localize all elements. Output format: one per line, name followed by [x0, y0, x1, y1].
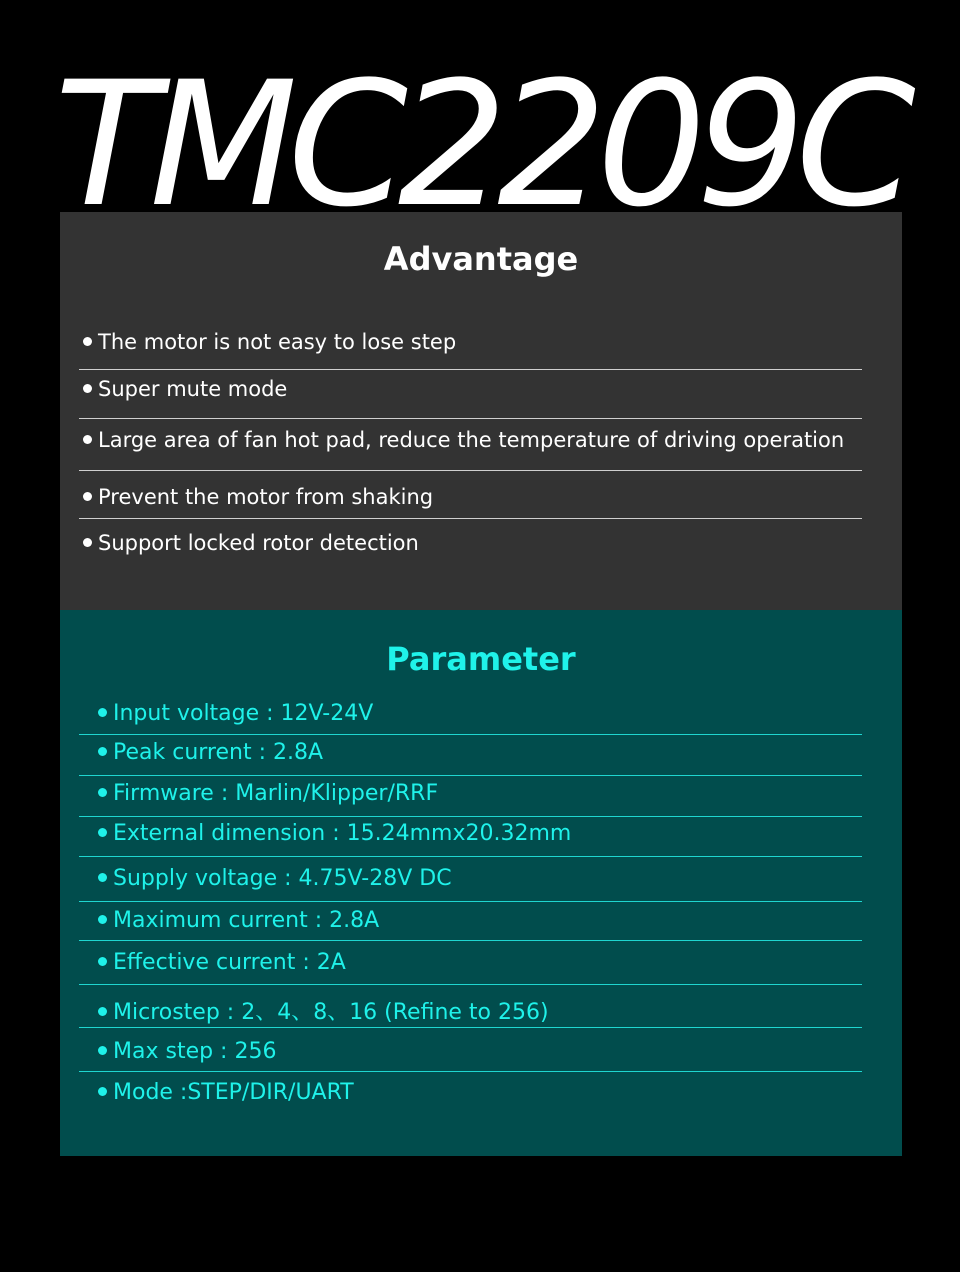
- divider: [79, 816, 862, 817]
- bullet-icon: [98, 1046, 107, 1055]
- advantage-panel: [60, 212, 902, 610]
- bullet-icon: [98, 708, 107, 717]
- parameter-item: [80, 701, 878, 726]
- divider: [79, 775, 862, 776]
- divider: [79, 369, 862, 370]
- parameter-item: [80, 821, 878, 846]
- product-title: TMC2209C: [54, 44, 906, 245]
- parameter-item: [80, 781, 878, 806]
- parameter-item-text: Mode :STEP/DIR/UART: [113, 1080, 354, 1105]
- bullet-icon: [98, 828, 107, 837]
- bullet-icon: [98, 788, 107, 797]
- parameter-item-text: Supply voltage : 4.75V-28V DC: [113, 866, 452, 891]
- parameter-item-text: Maximum current : 2.8A: [113, 908, 380, 933]
- bullet-icon: [98, 915, 107, 924]
- parameter-item-text: Peak current : 2.8A: [113, 740, 324, 765]
- parameter-item-text: External dimension : 15.24mmx20.32mm: [113, 821, 572, 846]
- divider: [79, 734, 862, 735]
- advantage-item-text: Large area of fan hot pad, reduce the temperature of driving operation: [98, 428, 845, 452]
- parameter-item: [80, 740, 878, 765]
- advantage-item-text: Super mute mode: [98, 377, 288, 401]
- advantage-item-text: Support locked rotor detection: [98, 531, 419, 555]
- bullet-icon: [83, 435, 92, 444]
- bullet-icon: [83, 384, 92, 393]
- parameter-item: [80, 1039, 878, 1064]
- bullet-icon: [98, 1087, 107, 1096]
- divider: [79, 470, 862, 471]
- divider: [79, 984, 862, 985]
- bullet-icon: [98, 1007, 107, 1016]
- parameter-item: [80, 950, 878, 975]
- bullet-icon: [98, 873, 107, 882]
- advantage-item: [80, 377, 863, 401]
- divider: [79, 901, 862, 902]
- parameter-item-text: Effective current : 2A: [113, 950, 346, 975]
- parameter-item-text: Microstep : 2、4、8、16 (Refine to 256): [113, 1000, 549, 1025]
- bullet-icon: [83, 337, 92, 346]
- parameter-item: [80, 995, 878, 1026]
- divider: [79, 1027, 862, 1028]
- parameter-heading: Parameter: [386, 640, 576, 678]
- parameter-panel: [60, 610, 902, 1156]
- advantage-item: [80, 485, 863, 509]
- divider: [79, 1071, 862, 1072]
- advantage-heading: Advantage: [383, 240, 579, 278]
- parameter-item-text: Input voltage : 12V-24V: [113, 701, 374, 726]
- parameter-item-text: Max step : 256: [113, 1039, 277, 1064]
- divider: [79, 518, 862, 519]
- bullet-icon: [83, 538, 92, 547]
- advantage-item-text: The motor is not easy to lose step: [98, 330, 457, 354]
- bullet-icon: [83, 492, 92, 501]
- parameter-item-text: Firmware : Marlin/Klipper/RRF: [113, 781, 439, 806]
- parameter-item: [80, 1080, 878, 1105]
- advantage-item-text: Prevent the motor from shaking: [98, 485, 434, 509]
- parameter-item: [80, 908, 878, 933]
- bullet-icon: [98, 747, 107, 756]
- bullet-icon: [98, 957, 107, 966]
- advantage-item: [80, 531, 863, 555]
- divider: [79, 418, 862, 419]
- advantage-item: [80, 428, 863, 452]
- divider: [79, 856, 862, 857]
- parameter-item: [80, 866, 878, 891]
- divider: [79, 940, 862, 941]
- advantage-item: [80, 330, 863, 354]
